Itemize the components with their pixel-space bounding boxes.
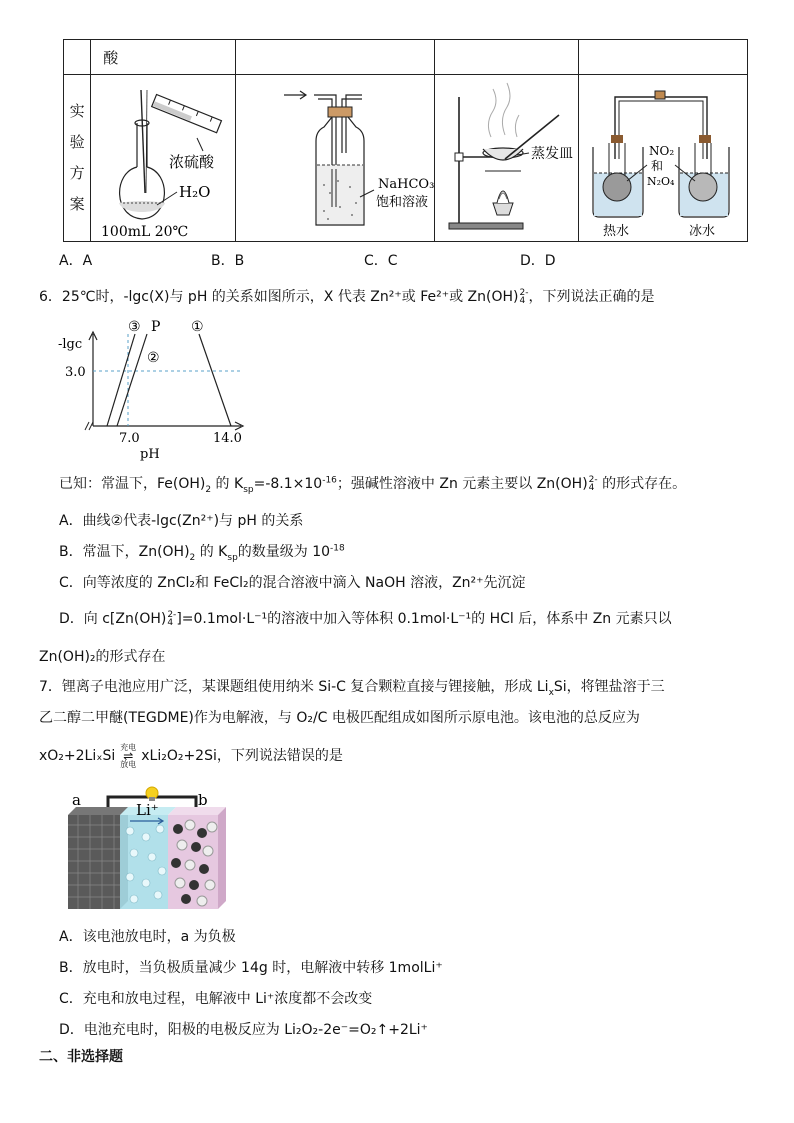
- q6-option-d-cont: Zn(OH)₂的形式存在: [39, 649, 166, 665]
- q6-option-c[interactable]: C．向等浓度的 ZnCl₂和 FeCl₂的混合溶液中滴入 NaOH 溶液，Zn²⁺先沉淀: [59, 575, 526, 591]
- electrode-b-label: b: [198, 791, 208, 809]
- q6-stem: 6．25℃时，-lgc(X)与 pH 的关系如图所示，X 代表 Zn²⁺或 Fe²⁺或 Zn(OH) 2- 4 ，下列说法正确的是: [39, 288, 655, 306]
- graph-xtick-14: 14.0: [213, 431, 242, 446]
- q7-stem-2: 乙二醇二甲醚(TEGDME)作为电解液，与 O₂/C 电极匹配组成如图所示原电池。该电池的总反应为: [39, 710, 640, 726]
- q7-option-d[interactable]: D．电池充电时，阳极的电极反应为 Li₂O₂-2e⁻=O₂↑+2Li⁺: [59, 1022, 428, 1038]
- curve-1-label: ①: [191, 319, 204, 335]
- n2o4-label: N₂O₄: [647, 175, 675, 188]
- top-label-cell: [91, 40, 236, 75]
- side-label-cell: [64, 75, 91, 242]
- hot-water-label: 热水: [603, 224, 630, 239]
- graph-ylabel: -lgc: [58, 337, 83, 352]
- curve-3-label: ③: [128, 319, 141, 335]
- no2-equilibrium-diagram: [579, 75, 747, 241]
- reversible-arrow: 充电 ⇌ 放电: [120, 743, 137, 769]
- empty-cell-d: [579, 40, 748, 75]
- no2-label: NO₂: [649, 144, 675, 158]
- water-label: H₂O: [179, 183, 211, 201]
- battery-diagram: [68, 785, 228, 915]
- q7-equation: xO₂+2LiₓSi 充电 ⇌ 放电 xLi₂O₂+2Si，下列说法错误的是: [39, 743, 343, 769]
- q7-option-b[interactable]: B．放电时，当负极质量减少 14g 时，电解液中转移 1molLi⁺: [59, 960, 443, 976]
- saturated-solution-label: 饱和溶液: [375, 195, 428, 210]
- cell-b-gas-washing: [235, 75, 434, 242]
- volumetric-flask-diagram: [91, 75, 228, 241]
- curve-1: [199, 334, 231, 426]
- q6-graph: [55, 316, 255, 461]
- empty-cell-c: [434, 40, 578, 75]
- cell-a-dilution: [91, 75, 236, 242]
- q5-option-b[interactable]: B．B: [211, 253, 245, 269]
- empty-cell-b: [235, 40, 434, 75]
- side-char-4: 案: [69, 195, 85, 213]
- table-corner-cell: [64, 40, 91, 75]
- experiment-table: [63, 39, 748, 242]
- flask-label: 100mL 20℃: [101, 224, 189, 240]
- q7-stem-1: 7．锂离子电池应用广泛，某课题组使用纳米 Si-C 复合颗粒直接与锂接触，形成 $Li_xSi$，将锂盐溶于三: [39, 679, 665, 698]
- evaporation-diagram: [435, 75, 578, 241]
- q7-option-c[interactable]: C．充电和放电过程，电解液中 Li⁺浓度都不会改变: [59, 991, 373, 1007]
- gas-washing-bottle-diagram: [236, 75, 434, 241]
- electrode-a-label: a: [72, 791, 81, 809]
- cell-d-equilibrium: [579, 75, 748, 242]
- q5-option-c[interactable]: C．C: [364, 253, 398, 269]
- evaporating-dish-label: 蒸发皿: [530, 146, 573, 162]
- q6-option-b[interactable]: B．常温下，$Zn(OH)_2$ 的 $K_{sp}$的数量级为 $10^{-18}$: [59, 543, 345, 563]
- graph-xlabel: pH: [140, 447, 160, 461]
- section-2-heading: 二、非选择题: [39, 1049, 123, 1065]
- side-label: [64, 96, 90, 220]
- graph-xtick-7: 7.0: [119, 431, 140, 446]
- li-ion-label: Li⁺: [136, 801, 159, 819]
- q7-option-a[interactable]: A．该电池放电时，a 为负极: [59, 929, 236, 945]
- q6-option-a[interactable]: A．曲线②代表-lgc(Zn²⁺)与 pH 的关系: [59, 513, 304, 529]
- graph-ytick-3: 3.0: [65, 365, 86, 380]
- side-char-3: 方: [69, 164, 85, 182]
- ice-water-label: 冰水: [689, 224, 716, 239]
- nahco3-label: NaHCO₃: [377, 177, 434, 192]
- side-char-2: 验: [69, 133, 85, 151]
- and-label: 和: [651, 159, 664, 173]
- point-p-label: P: [151, 319, 161, 335]
- cell-c-evaporation: [434, 75, 578, 242]
- top-label: 酸: [103, 48, 119, 67]
- q5-option-d[interactable]: D．D: [520, 253, 556, 269]
- curve-2-label: ②: [147, 350, 160, 366]
- side-char-1: 实: [69, 102, 85, 120]
- q6-option-d[interactable]: D．向 c[Zn(OH) 2- 4 ]=0.1mol·L⁻¹的溶液中加入等体积 0.1mol·L⁻¹的 HCl 后，体系中 Zn 元素只以: [59, 610, 672, 628]
- q6-known: 已知：常温下，$Fe(OH)_2$ 的 $K_{sp}=-8.1\times 10^{-16}$；强碱性溶液中 Zn 元素主要以 Zn(OH) 2- 4 的形式存在。: [59, 475, 687, 495]
- q5-option-a[interactable]: A．A: [59, 253, 93, 269]
- acid-label: 浓硫酸: [169, 153, 215, 171]
